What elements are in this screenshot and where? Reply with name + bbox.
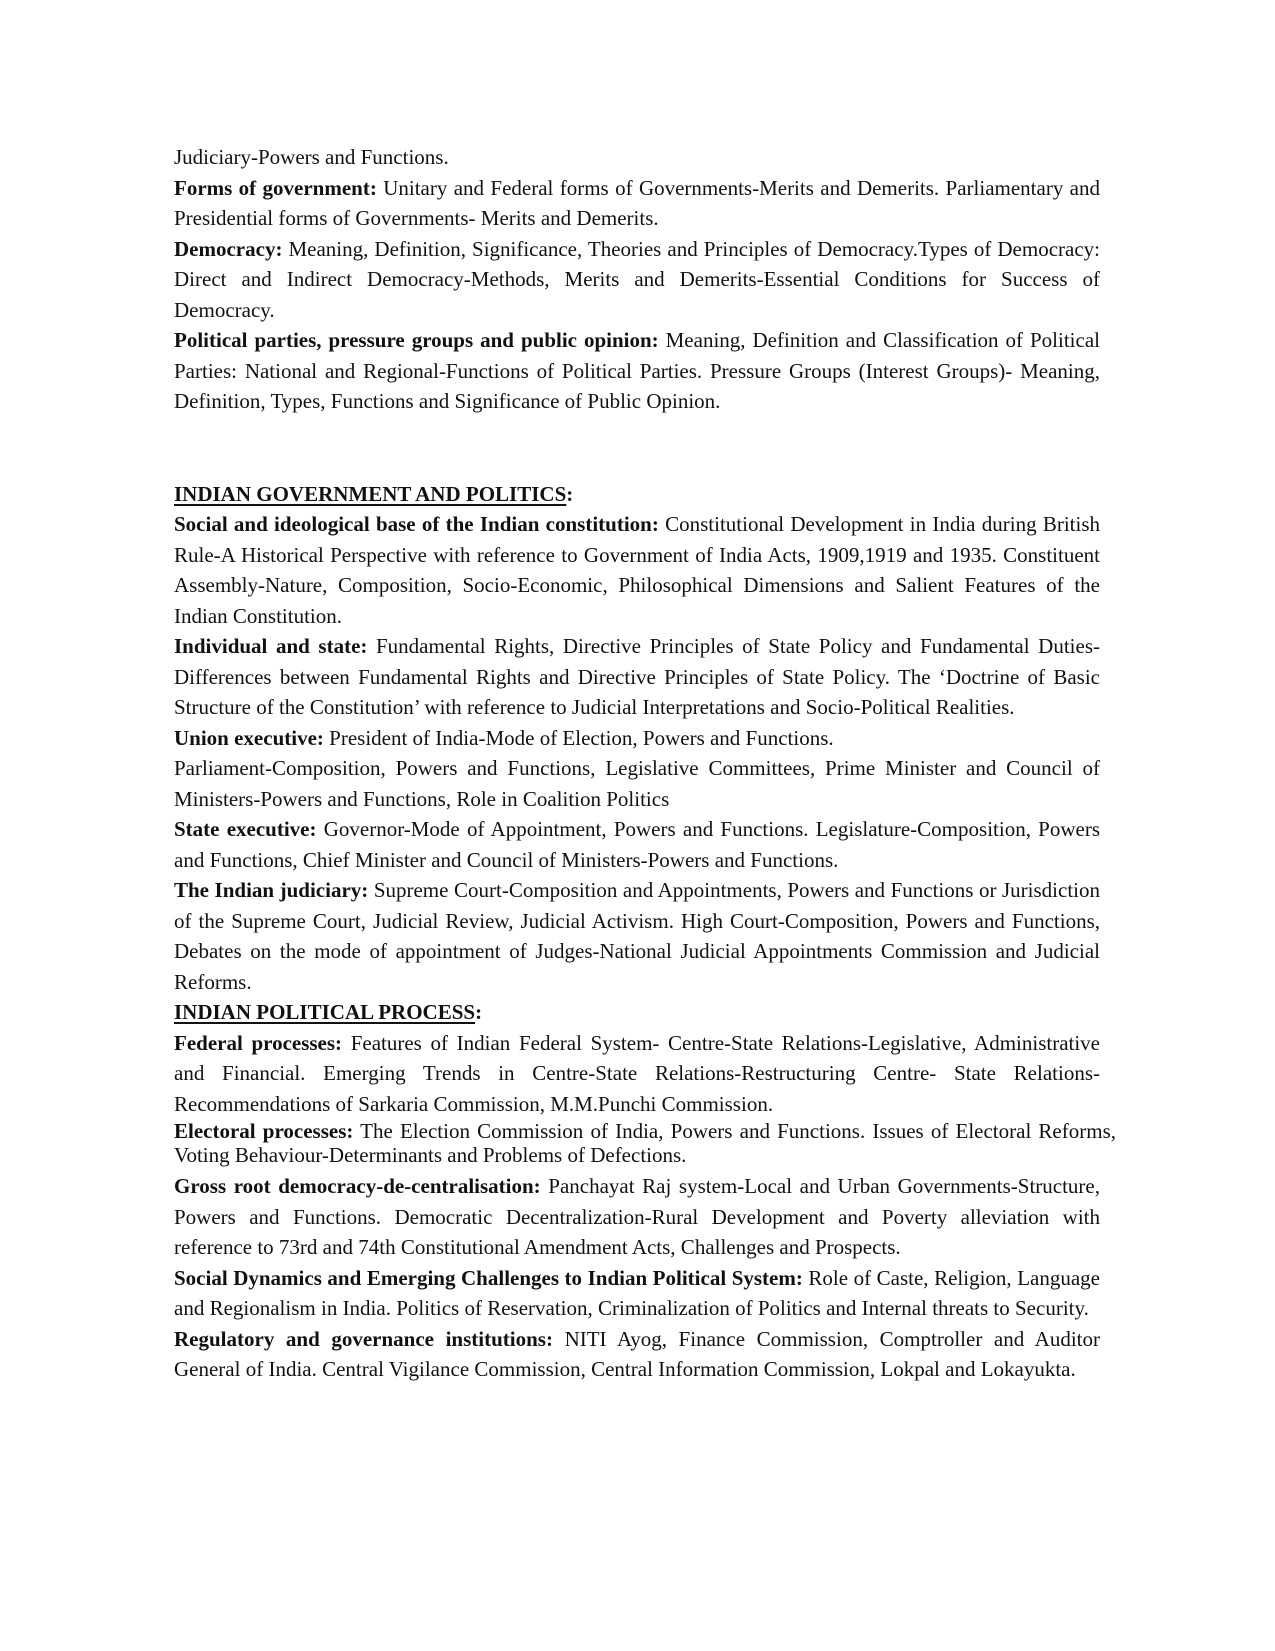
social-dynamics-paragraph xyxy=(174,1263,1100,1324)
individual-state-label: Individual and state: xyxy=(174,634,368,658)
electoral-processes-text: The Election Commission of India, Powers and Functions. Issues of Electoral Reforms, Voting Behaviour-Determinants and Problems of Defections. xyxy=(174,1119,1116,1167)
social-ideological-paragraph xyxy=(174,509,1100,631)
union-executive-label: Union executive: xyxy=(174,725,324,750)
gross-root-democracy-label: Gross root democracy-de-centralisation: xyxy=(174,1174,541,1198)
forms-of-government-text: Unitary and Federal forms of Governments-Merits and Demerits. Parliamentary and Presidential forms of Governments- Merits and Demerits. xyxy=(174,175,1101,230)
union-executive-text: President of India-Mode of Election, Powers and Functions. xyxy=(323,725,834,750)
social-ideological-text: Constitutional Development in India during British Rule-A Historical Perspective with reference to Government of India Acts, 1909,1919 and 1935. Constituent Assembly-Nature, Composition, Socio-Economic, Philosophical Dimensions and Salient Features of the Indian Constitution. xyxy=(174,512,1101,628)
political-parties-paragraph xyxy=(174,325,1100,417)
indian-government-politics-heading xyxy=(174,479,1100,510)
federal-processes-paragraph xyxy=(174,1028,1100,1120)
forms-of-government-label: Forms of government: xyxy=(174,175,377,200)
social-ideological-label: Social and ideological base of the Indian constitution: xyxy=(174,512,659,536)
federal-processes-text: Features of Indian Federal System- Centre-State Relations-Legislative, Administrative and Financial. Emerging Trends in Centre-State Relations-Restructuring Centre- State Relations-Recommendations of Sarkaria Commission, M.M.Punchi Commission. xyxy=(174,1030,1101,1116)
state-executive-text: Governor-Mode of Appointment, Powers and Functions. Legislature-Composition, Powers and Functions, Chief Minister and Council of Ministers-Powers and Functions. xyxy=(174,817,1100,872)
gross-root-democracy-paragraph xyxy=(174,1171,1100,1263)
social-dynamics-text: Role of Caste, Religion, Language and Regionalism in India. Politics of Reservation, Criminalization of Politics and Internal threats to Security. xyxy=(174,1265,1100,1320)
judiciary-line xyxy=(174,142,1100,173)
indian-judiciary-label: The Indian judiciary: xyxy=(174,878,369,902)
union-executive-paragraph xyxy=(174,723,1100,754)
state-executive-paragraph xyxy=(174,814,1100,875)
regulatory-institutions-text: NITI Ayog, Finance Commission, Comptroller and Auditor General of India. Central Vigilance Commission, Central Information Commission, Lokpal and Lokayukta. xyxy=(174,1326,1100,1381)
democracy-text: Meaning, Definition, Significance, Theories and Principles of Democracy.Types of Democracy: Direct and Indirect Democracy-Methods, Merits and Demerits-Essential Conditions for Success of Democracy. xyxy=(174,236,1100,322)
forms-of-government-paragraph xyxy=(174,173,1100,234)
syllabus-page xyxy=(174,142,1116,1385)
individual-state-paragraph xyxy=(174,631,1100,723)
political-parties-label: Political parties, pressure groups and public opinion: xyxy=(174,328,659,352)
social-dynamics-label: Social Dynamics and Emerging Challenges to Indian Political System: xyxy=(174,1265,803,1290)
parliament-text: Parliament-Composition, Powers and Functions, Legislative Committees, Prime Minister and Council of Ministers-Powers and Functions, Role in Coalition Politics xyxy=(174,756,1100,811)
democracy-label: Democracy: xyxy=(174,236,283,261)
judiciary-line-text: Judiciary-Powers and Functions. xyxy=(174,145,449,169)
electoral-processes-label: Electoral processes: xyxy=(174,1119,354,1143)
regulatory-institutions-paragraph xyxy=(174,1324,1100,1385)
indian-government-politics-title: INDIAN GOVERNMENT AND POLITICS xyxy=(174,481,567,506)
indian-political-process-title: INDIAN POLITICAL PROCESS xyxy=(174,1000,476,1024)
indian-judiciary-text: Supreme Court-Composition and Appointments, Powers and Functions or Jurisdiction of the Supreme Court, Judicial Review, Judicial Activism. High Court-Composition, Powers and Functions, Debates on the mode of appointment of Judges-National Judicial Appointments Commission and Judicial Reforms. xyxy=(174,878,1100,994)
indian-government-politics-colon: : xyxy=(566,481,574,506)
indian-political-process-heading xyxy=(174,997,1100,1028)
section-spacer xyxy=(174,417,1100,479)
gross-root-democracy-text: Panchayat Raj system-Local and Urban Governments-Structure, Powers and Functions. Democratic Decentralization-Rural Development and Poverty alleviation with reference to 73rd and 74th Constitutional Amendment Acts, Challenges and Prospects. xyxy=(174,1174,1100,1259)
democracy-paragraph xyxy=(174,234,1100,326)
parliament-paragraph xyxy=(174,753,1100,814)
indian-judiciary-paragraph xyxy=(174,875,1100,997)
political-parties-text: Meaning, Definition and Classification of Political Parties: National and Regional-Functions of Political Parties. Pressure Groups (Interest Groups)- Meaning, Definition, Types, Functions and Significance of Public Opinion. xyxy=(174,328,1100,413)
indian-political-process-colon: : xyxy=(475,1000,483,1024)
federal-processes-label: Federal processes: xyxy=(174,1030,343,1055)
electoral-processes-paragraph xyxy=(174,1119,1116,1167)
regulatory-institutions-label: Regulatory and governance institutions: xyxy=(174,1326,553,1351)
individual-state-text: Fundamental Rights, Directive Principles of State Policy and Fundamental Duties-Differences between Fundamental Rights and Directive Principles of State Policy. The ‘Doctrine of Basic Structure of the Constitution’ with reference to Judicial Interpretations and Socio-Political Realities. xyxy=(174,634,1100,719)
state-executive-label: State executive: xyxy=(174,817,317,841)
